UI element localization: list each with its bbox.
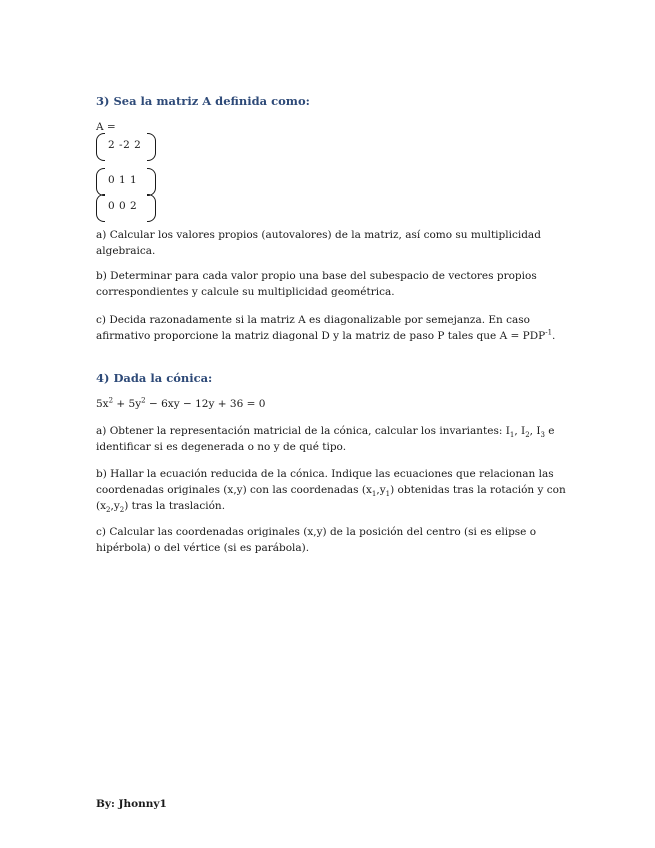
matrix-row-3 — [96, 194, 156, 220]
matrix-a-label: A = — [96, 121, 116, 133]
subscript: 2 — [119, 506, 125, 515]
q4-b-text: ,y — [376, 484, 386, 496]
q4-b-text: ) obtenidas tras la rotación y con (x — [96, 484, 566, 512]
q3-part-a: a) Calcular los valores propios (autovalores) de la matriz, así como su multiplicidad algebraica. — [96, 229, 541, 257]
q3-part-c — [96, 312, 566, 344]
eq-part: 5x — [96, 398, 109, 410]
q4-heading: 4) Dada la cónica: — [96, 371, 213, 385]
q4-b-text: ,y — [110, 500, 120, 512]
paren-right — [147, 194, 156, 222]
q3-c-text: c) Decida razonadamente si la matriz A es diagonalizable por semejanza. En caso afirmativo proporcione la matriz diagonal D y la matriz de paso P tales que A = PDP — [96, 314, 546, 342]
paren-left — [96, 168, 105, 196]
q4-b-text: ) tras la traslación. — [124, 500, 226, 512]
subscript: 1 — [371, 490, 377, 499]
paren-left — [96, 194, 105, 222]
subscript: 1 — [509, 431, 515, 440]
eq-exp: 2 — [141, 396, 146, 405]
paren-right — [147, 133, 156, 161]
eq-part: − 6xy − 12y + 36 = 0 — [145, 398, 266, 410]
q4-part-c: c) Calcular las coordenadas originales (x,y) de la posición del centro (si es elipse o hipérbola) o del vértice (si es parábola). — [96, 526, 537, 554]
conic-equation — [96, 396, 566, 412]
q3-heading: 3) Sea la matriz A definida como: — [96, 94, 310, 108]
paren-left — [96, 133, 105, 161]
q4-a-text: , I — [529, 425, 541, 437]
q4-a-text: e identificar si es degenerada o no y de qué tipo. — [96, 425, 555, 453]
matrix-row-1 — [96, 133, 156, 159]
q4-b-text: b) Hallar la ecuación reducida de la cónica. Indique las ecuaciones que relacionan las coordenadas originales (x,y) con las coordenadas (x — [96, 468, 554, 496]
subscript: 3 — [540, 431, 545, 440]
paren-right — [147, 168, 156, 196]
q3-part-b: b) Determinar para cada valor propio una base del subespacio de vectores propios correspondientes y calcule su multiplicidad geométrica. — [96, 270, 537, 298]
q3-c-end: . — [552, 330, 556, 342]
matrix-row-values: 0 1 1 — [108, 174, 138, 186]
q4-part-a — [96, 423, 566, 455]
eq-exp: 2 — [108, 396, 114, 405]
author-footer: By: Jhonny1 — [96, 798, 167, 810]
q3-c-exponent: -1 — [545, 328, 553, 337]
eq-part: + 5y — [113, 398, 142, 410]
q4-a-text: , I — [514, 425, 526, 437]
subscript: 2 — [106, 506, 111, 515]
q4-part-b — [96, 466, 566, 514]
subscript: 1 — [385, 490, 391, 499]
matrix-row-values: 2 -2 2 — [108, 139, 142, 151]
matrix-row-2 — [96, 168, 156, 194]
q4-a-text: a) Obtener la representación matricial de la cónica, calcular los invariantes: I — [96, 425, 510, 437]
matrix-row-values: 0 0 2 — [108, 200, 138, 212]
subscript: 2 — [525, 431, 530, 440]
